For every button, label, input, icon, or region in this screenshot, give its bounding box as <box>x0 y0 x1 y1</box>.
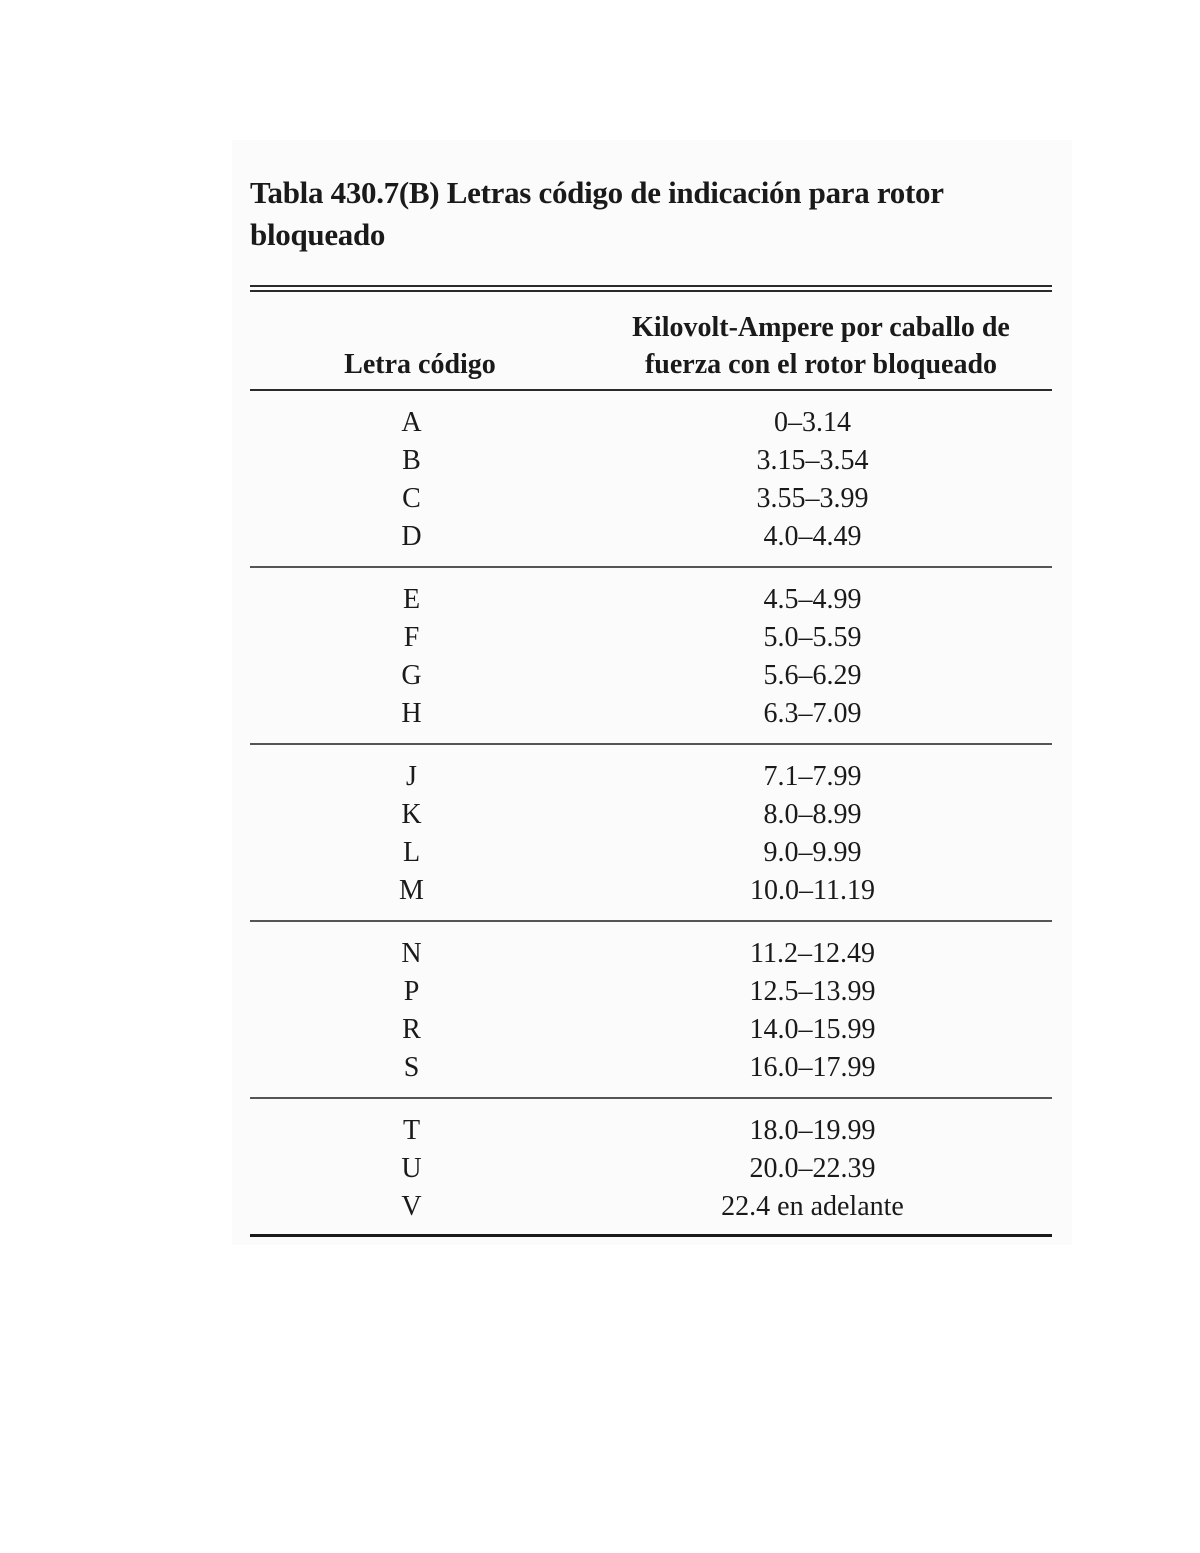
table-row <box>250 619 1052 657</box>
code-letter-cell: A <box>401 407 422 438</box>
code-letter-cell: B <box>402 445 421 476</box>
table-row <box>250 973 1052 1011</box>
code-letter-cell: P <box>403 976 420 1007</box>
header-kva-per-hp-label: Kilovolt-Ampere por caballo de fuerza con el rotor bloqueado <box>632 312 1010 380</box>
table-row <box>250 935 1052 973</box>
kva-range-cell: 5.6–6.29 <box>763 660 862 691</box>
kva-range-cell: 12.5–13.99 <box>749 976 876 1007</box>
kva-range-cell: 20.0–22.39 <box>749 1153 876 1184</box>
code-letter-cell: N <box>401 938 422 969</box>
table-row <box>250 657 1052 695</box>
code-letter-cell: E <box>402 584 421 615</box>
code-letter-cell: T <box>402 1115 421 1146</box>
table-row <box>250 1049 1052 1087</box>
kva-range-cell: 3.55–3.99 <box>756 483 869 514</box>
kva-range-cell: 22.4 en adelante <box>721 1191 904 1222</box>
table-row <box>250 404 1052 442</box>
header-letter-code: Letra código <box>344 349 496 380</box>
code-letter-cell: L <box>402 837 421 868</box>
kva-range-cell: 16.0–17.99 <box>749 1052 876 1083</box>
code-letter-cell: S <box>403 1052 420 1083</box>
header-kva-per-hp <box>590 292 1052 389</box>
code-letter-cell: G <box>401 660 422 691</box>
table-row-group <box>250 1099 1052 1237</box>
kva-range-cell: 10.0–11.19 <box>750 875 875 906</box>
table-row <box>250 834 1052 872</box>
table-row <box>250 1011 1052 1049</box>
code-letter-cell: F <box>403 622 420 653</box>
table-row <box>250 1112 1052 1150</box>
code-letter-cell: C <box>402 483 421 514</box>
table-row <box>250 518 1052 556</box>
table-row-group <box>250 922 1052 1099</box>
kva-range-cell: 4.0–4.49 <box>763 521 862 552</box>
kva-range-cell: 14.0–15.99 <box>749 1014 876 1045</box>
code-letter-cell: U <box>401 1153 422 1184</box>
table-row <box>250 442 1052 480</box>
code-letter-cell: R <box>402 1014 421 1045</box>
table-row <box>250 695 1052 733</box>
table-body <box>250 391 1052 1237</box>
kva-range-cell: 0–3.14 <box>774 407 851 438</box>
code-letter-cell: H <box>401 698 422 729</box>
table-title: Tabla 430.7(B) Letras código de indicación para rotor bloqueado <box>250 175 944 252</box>
table-row <box>250 872 1052 910</box>
table-row-group <box>250 391 1052 568</box>
kva-range-cell: 4.5–4.99 <box>763 584 862 615</box>
code-letter-cell: K <box>401 799 422 830</box>
code-letter-table <box>250 285 1052 1237</box>
table-row-group <box>250 568 1052 745</box>
kva-range-cell: 18.0–19.99 <box>749 1115 876 1146</box>
kva-range-cell: 3.15–3.54 <box>756 445 869 476</box>
kva-range-cell: 7.1–7.99 <box>763 761 862 792</box>
kva-range-cell: 5.0–5.59 <box>763 622 862 653</box>
code-letter-cell: M <box>399 875 424 906</box>
code-letter-cell: D <box>401 521 422 552</box>
table-header <box>250 292 1052 391</box>
table-top-double-rule <box>250 285 1052 292</box>
table-row <box>250 480 1052 518</box>
table-row <box>250 1188 1052 1226</box>
kva-range-cell: 6.3–7.09 <box>763 698 862 729</box>
table-row <box>250 581 1052 619</box>
kva-range-cell: 9.0–9.99 <box>763 837 862 868</box>
code-letter-cell: J <box>406 761 417 792</box>
table-row <box>250 796 1052 834</box>
table-row-group <box>250 745 1052 922</box>
table-row <box>250 1150 1052 1188</box>
kva-range-cell: 11.2–12.49 <box>750 938 875 969</box>
code-letter-cell: V <box>401 1191 422 1222</box>
table-row <box>250 758 1052 796</box>
kva-range-cell: 8.0–8.99 <box>763 799 862 830</box>
